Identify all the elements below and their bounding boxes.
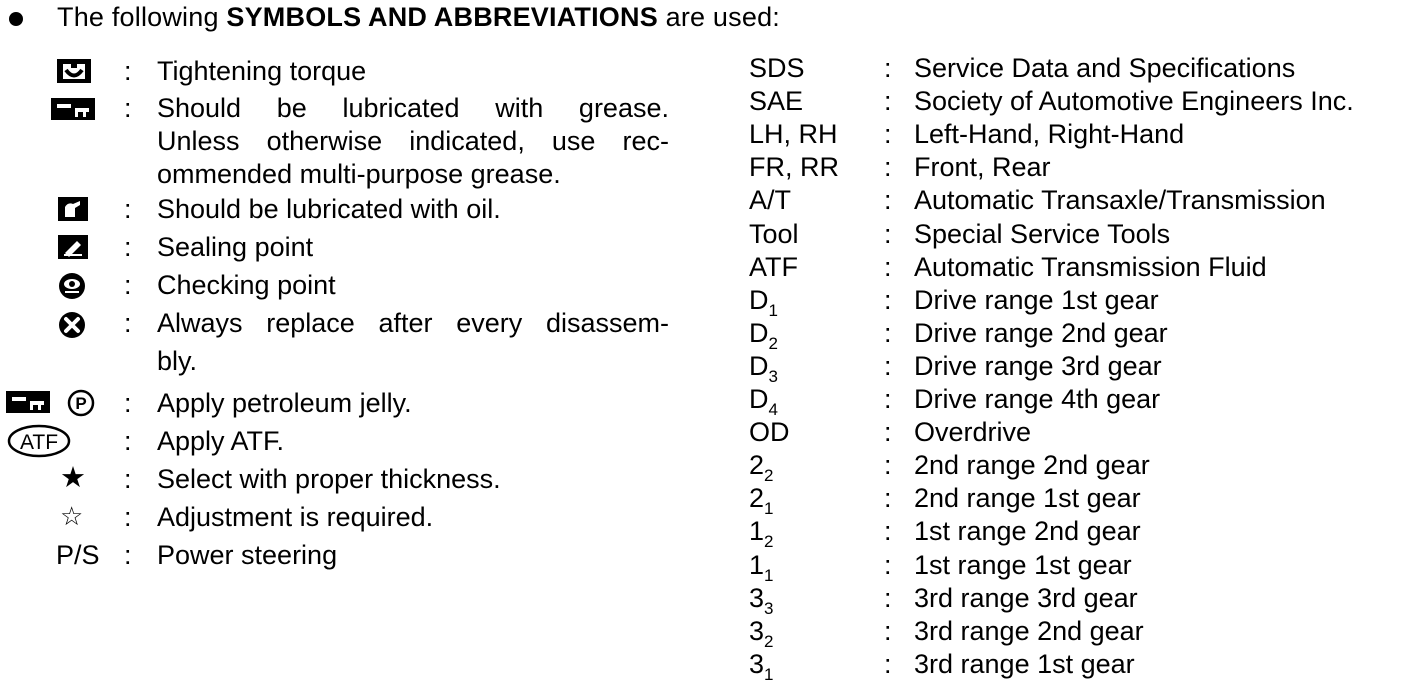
abbreviation-term <box>749 320 778 352</box>
abbreviation-text: D <box>749 384 769 414</box>
symbol-desc-oil: Should be lubricated with oil. <box>157 194 501 224</box>
replace-x-icon <box>57 310 87 340</box>
colon: : <box>884 119 892 149</box>
filled-star-icon: ★ <box>60 462 86 494</box>
abbreviation-meaning: 2nd range 2nd gear <box>914 450 1150 480</box>
colon: : <box>124 540 132 570</box>
colon: : <box>884 649 892 679</box>
abbreviation-text: SDS <box>749 53 805 83</box>
abbreviation-meaning: Automatic Transaxle/Transmission <box>914 185 1326 215</box>
abbreviation-term <box>749 187 791 214</box>
abbreviation-term <box>749 221 799 248</box>
abbreviation-text: 3 <box>749 583 765 613</box>
abbreviation-text: A/T <box>749 185 792 215</box>
colon: : <box>884 53 892 83</box>
colon: : <box>124 56 132 86</box>
colon: : <box>124 388 132 418</box>
abbreviation-term <box>749 386 778 418</box>
abbreviation-subscript: 4 <box>768 400 778 419</box>
colon: : <box>884 616 892 646</box>
grease-gun-icon <box>6 391 50 413</box>
colon: : <box>884 185 892 215</box>
abbreviation-term <box>749 55 805 82</box>
abbreviation-term <box>749 287 778 319</box>
abbreviation-meaning: 1st range 2nd gear <box>914 516 1141 546</box>
colon: : <box>124 194 132 224</box>
colon: : <box>884 351 892 381</box>
abbreviation-meaning: Society of Automotive Engineers Inc. <box>914 86 1354 116</box>
abbreviation-subscript: 1 <box>768 301 778 320</box>
abbreviation-subscript: 2 <box>764 632 774 651</box>
abbreviation-subscript: 1 <box>764 499 774 518</box>
intro-bold: SYMBOLS AND ABBREVIATIONS <box>226 2 658 32</box>
abbreviation-meaning: Drive range 3rd gear <box>914 351 1162 381</box>
svg-text:ATF: ATF <box>19 431 59 454</box>
abbreviation-term <box>749 88 803 115</box>
abbreviation-text: 3 <box>749 616 765 646</box>
symbol-desc-grease-2: Unless otherwise indicated, use rec- <box>157 126 669 156</box>
symbol-desc-adjust: Adjustment is required. <box>157 502 434 532</box>
colon: : <box>884 152 892 182</box>
colon: : <box>124 93 132 123</box>
symbol-desc-sealing: Sealing point <box>157 232 314 262</box>
abbreviation-term <box>749 518 774 550</box>
ps-label: P/S <box>56 540 100 570</box>
abbreviation-text: D <box>749 351 769 381</box>
colon: : <box>884 583 892 613</box>
abbreviation-meaning: 3rd range 2nd gear <box>914 616 1144 646</box>
abbreviation-meaning: 3rd range 3rd gear <box>914 583 1138 613</box>
abbreviation-subscript: 2 <box>764 532 774 551</box>
abbreviation-term <box>749 552 774 584</box>
abbreviation-text: Tool <box>749 219 799 249</box>
bullet-icon <box>9 12 23 26</box>
abbreviation-meaning: Front, Rear <box>914 152 1051 182</box>
colon: : <box>884 285 892 315</box>
abbreviation-meaning: Overdrive <box>914 417 1032 447</box>
grease-gun-icon <box>51 98 95 120</box>
symbol-desc-grease-3: ommended multi-purpose grease. <box>157 159 561 189</box>
intro-post: are used: <box>657 2 780 32</box>
symbol-desc-atf: Apply ATF. <box>157 426 285 456</box>
abbreviation-meaning: Drive range 2nd gear <box>914 318 1168 348</box>
colon: : <box>884 219 892 249</box>
colon: : <box>124 308 132 338</box>
abbreviation-meaning: Special Service Tools <box>914 219 1171 249</box>
abbreviation-term <box>749 154 839 181</box>
svg-text:P: P <box>75 394 87 413</box>
symbol-desc-torque: Tightening torque <box>157 56 367 86</box>
abbreviation-subscript: 1 <box>764 665 774 684</box>
abbreviation-term <box>749 585 774 617</box>
sealing-point-icon <box>56 233 90 261</box>
abbreviation-meaning: Drive range 4th gear <box>914 384 1161 414</box>
colon: : <box>124 426 132 456</box>
intro-pre: The following <box>57 2 227 32</box>
abbreviation-text: LH, RH <box>749 119 838 149</box>
oil-can-icon <box>56 195 90 223</box>
abbreviation-meaning: 1st range 1st gear <box>914 550 1132 580</box>
intro-heading <box>57 4 780 31</box>
abbreviation-term <box>749 651 774 683</box>
checking-point-icon <box>57 271 87 301</box>
colon: : <box>884 86 892 116</box>
abbreviation-text: 3 <box>749 649 765 679</box>
atf-icon <box>6 423 72 459</box>
abbreviation-term <box>749 254 798 281</box>
abbreviation-term <box>749 121 838 148</box>
colon: : <box>884 483 892 513</box>
petroleum-jelly-icon <box>66 388 96 418</box>
abbreviation-subscript: 3 <box>768 367 778 386</box>
abbreviation-text: 1 <box>749 516 765 546</box>
colon: : <box>884 516 892 546</box>
colon: : <box>124 502 132 532</box>
outline-star-icon: ☆ <box>60 501 84 531</box>
symbol-desc-replace-2: bly. <box>157 346 198 376</box>
abbreviation-subscript: 1 <box>764 566 774 585</box>
colon: : <box>884 550 892 580</box>
colon: : <box>124 232 132 262</box>
abbreviation-meaning: 3rd range 1st gear <box>914 649 1135 679</box>
colon: : <box>884 252 892 282</box>
abbreviation-text: D <box>749 318 769 348</box>
abbreviation-text: FR, RR <box>749 152 839 182</box>
symbol-desc-petroleum: Apply petroleum jelly. <box>157 388 412 418</box>
symbol-desc-ps: Power steering <box>157 540 338 570</box>
abbreviation-meaning: Left-Hand, Right-Hand <box>914 119 1185 149</box>
abbreviation-term <box>749 618 774 650</box>
abbreviation-subscript: 3 <box>764 599 774 618</box>
abbreviation-text: 2 <box>749 483 765 513</box>
abbreviation-meaning: Drive range 1st gear <box>914 285 1159 315</box>
abbreviation-term <box>749 485 774 517</box>
symbol-desc-select: Select with proper thickness. <box>157 464 501 494</box>
abbreviation-term <box>749 452 774 484</box>
colon: : <box>124 270 132 300</box>
abbreviation-meaning: Service Data and Specifications <box>914 53 1296 83</box>
abbreviation-text: 1 <box>749 550 765 580</box>
abbreviation-term <box>749 419 790 446</box>
colon: : <box>884 318 892 348</box>
abbreviation-term <box>749 353 778 385</box>
colon: : <box>124 464 132 494</box>
abbreviation-meaning: Automatic Transmission Fluid <box>914 252 1267 282</box>
symbol-desc-grease-1: Should be lubricated with grease. <box>157 93 669 123</box>
abbreviation-subscript: 2 <box>768 334 778 353</box>
torque-wrench-icon <box>54 57 94 85</box>
abbreviation-meaning: 2nd range 1st gear <box>914 483 1141 513</box>
symbol-desc-checking: Checking point <box>157 270 336 300</box>
abbreviation-text: OD <box>749 417 790 447</box>
colon: : <box>884 450 892 480</box>
abbreviation-text: SAE <box>749 86 804 116</box>
symbol-desc-replace-1: Always replace after every disassem- <box>157 308 669 338</box>
abbreviation-text: D <box>749 285 769 315</box>
abbreviation-text: ATF <box>749 252 798 282</box>
colon: : <box>884 417 892 447</box>
colon: : <box>884 384 892 414</box>
abbreviation-text: 2 <box>749 450 765 480</box>
abbreviation-subscript: 2 <box>764 466 774 485</box>
